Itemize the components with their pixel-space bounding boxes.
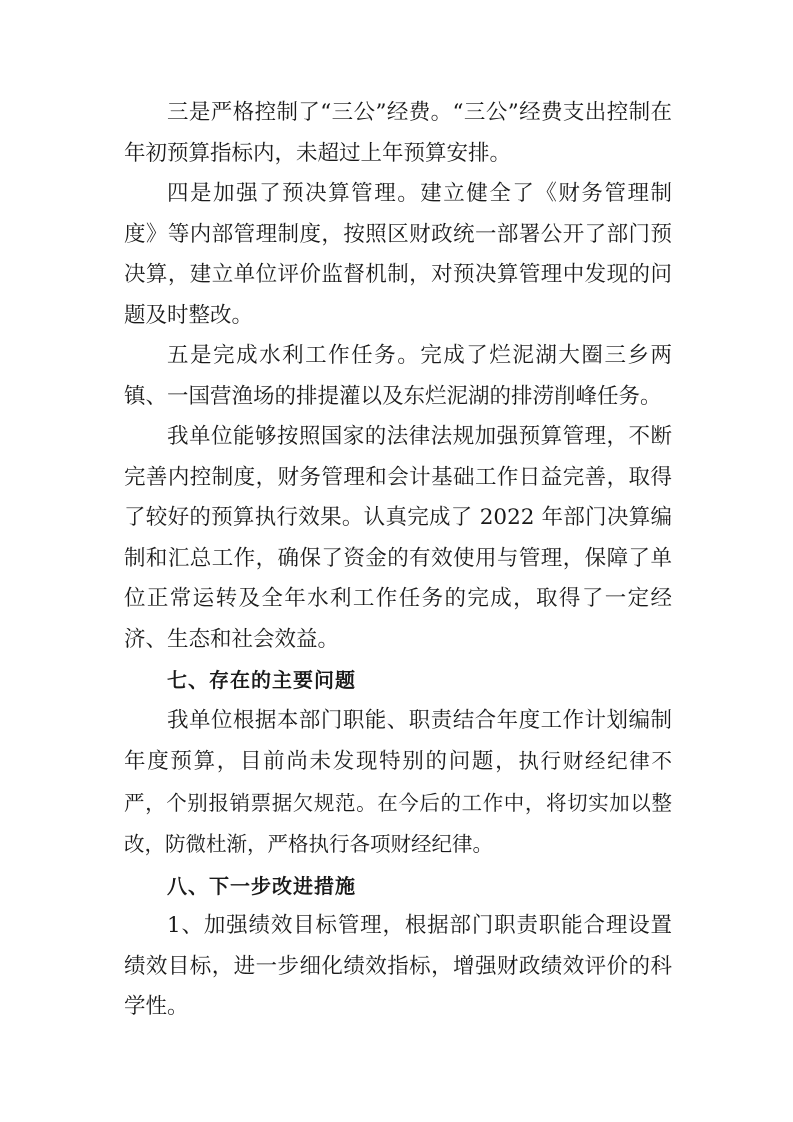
paragraph-improvement-1: 1、加强绩效目标管理，根据部门职责职能合理设置绩效目标，进一步细化绩效指标，增强财政绩效评价的科学性。 bbox=[124, 913, 672, 1019]
section-heading-improvements: 八、下一步改进措施 bbox=[167, 873, 356, 898]
paragraph-budget-management: 四是加强了预决算管理。建立健全了《财务管理制度》等内部管理制度，按照区财政统一部署公开了部门预决算，建立单位评价监督机制，对预决算管理中发现的问题及时整改。 bbox=[124, 181, 672, 328]
section-heading-problems: 七、存在的主要问题 bbox=[167, 668, 356, 692]
paragraph-problems-part-a: 我单位根据本部门职能、职责结合年度工作计划编制年度预算，目前尚未发现特别的问题， bbox=[124, 707, 672, 774]
paragraph-water-tasks: 五是完成水利工作任务。完成了烂泥湖大圈三乡两镇、一国营渔场的排提灌以及东烂泥湖的排涝削峰任务。 bbox=[124, 343, 672, 409]
paragraph-problems-part-b: 执行财经纪律不严，个别报销票据欠规范。在今后的工作中，将切实加以整改，防微杜渐，严格执行各项财经纪律。 bbox=[124, 749, 672, 856]
paragraph-problems bbox=[124, 701, 672, 866]
paragraph-summary: 我单位能够按照国家的法律法规加强预算管理，不断完善内控制度，财务管理和会计基础工作日益完善，取得了较好的预算执行效果。认真完成了 2022 年部门决算编制和汇总工作，确保了资金的有效使用与管理，保障了单位正常运转及全年水利工作任务的完成，取得了一定经济、生态和社会效益。 bbox=[124, 424, 672, 652]
document-page bbox=[124, 93, 672, 1028]
paragraph-sangong-funds: 三是严格控制了“三公”经费。“三公”经费支出控制在年初预算指标内，未超过上年预算安排。 bbox=[124, 100, 672, 166]
